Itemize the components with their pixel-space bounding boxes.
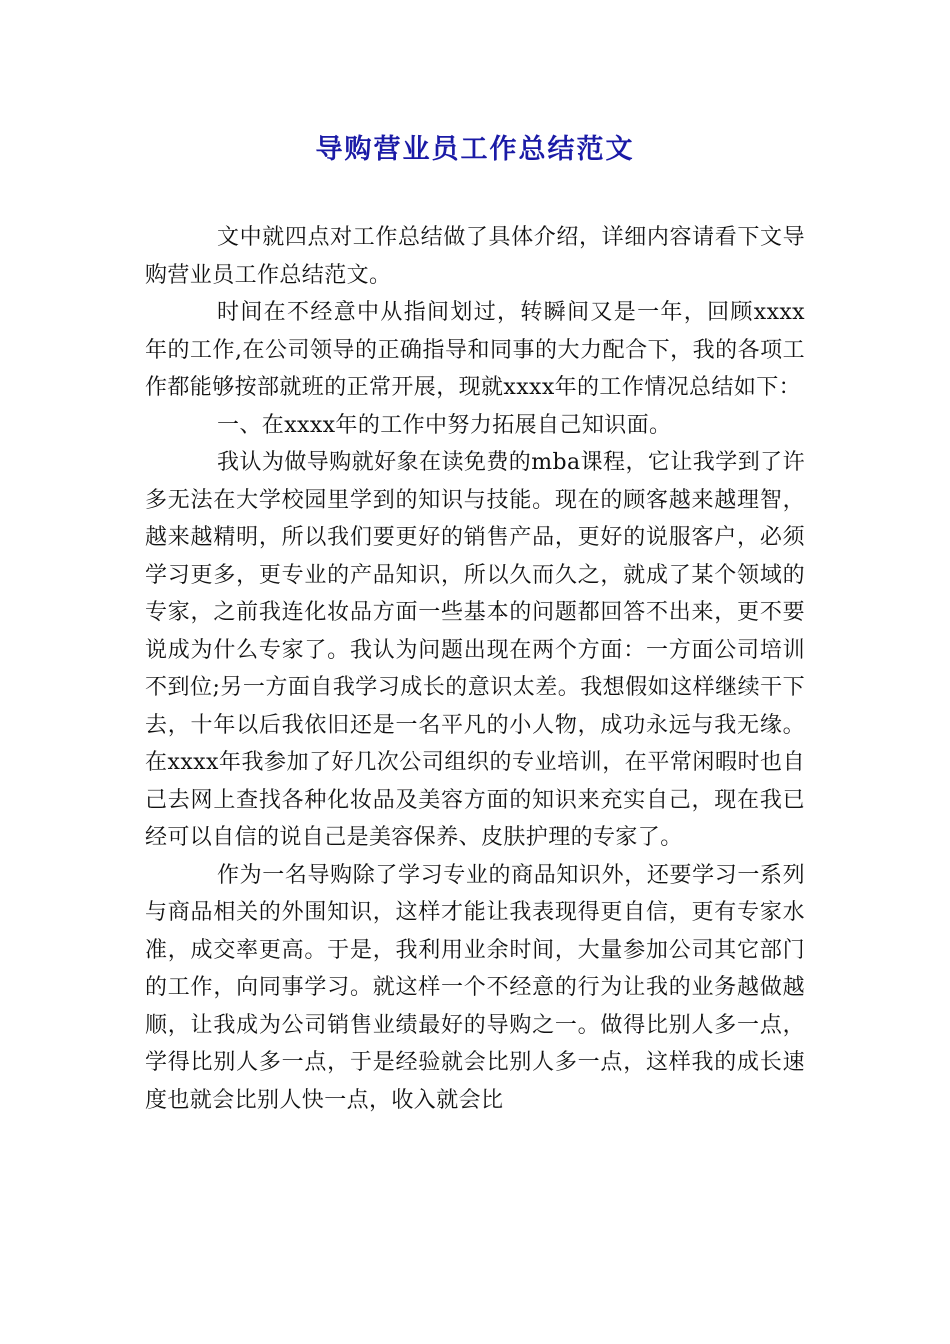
document-body [145, 219, 805, 1119]
paragraph-review: 时间在不经意中从指间划过，转瞬间又是一年，回顾xxxx年的工作,在公司领导的正确指导和同事的大力配合下，我的各项工作都能够按部就班的正常开展，现就xxxx年的工作情况总结如下： [145, 300, 805, 400]
paragraph-section-one-heading: 一、在xxxx年的工作中努力拓展自己知识面。 [217, 412, 672, 438]
paragraph-intro: 文中就四点对工作总结做了具体介绍，详细内容请看下文导购营业员工作总结范文。 [145, 225, 805, 288]
document-title: 导购营业员工作总结范文 [315, 134, 635, 165]
paragraph-mba-learning: 我认为做导购就好象在读免费的mba课程，它让我学到了许多无法在大学校园里学到的知识与技能。现在的顾客越来越理智，越来越精明，所以我们要更好的销售产品，更好的说服客户，必须学习更多，更专业的产品知识，所以久而久之，就成了某个领域的专家，之前我连化妆品方面一些基本的问题都回答不出来，更不要说成为什么专家了。我认为问题出现在两个方面：一方面公司培训不到位;另一方面自我学习成长的意识太差。我想假如这样继续干下去，十年以后我依旧还是一名平凡的小人物，成功永远与我无缘。在xxxx年我参加了好几次公司组织的专业培训，在平常闲暇时也自己去网上查找各种化妆品及美容方面的知识来充实自己，现在我已经可以自信的说自己是美容保养、皮肤护理的专家了。 [145, 450, 805, 850]
paragraph-peripheral-knowledge: 作为一名导购除了学习专业的商品知识外，还要学习一系列与商品相关的外围知识，这样才能让我表现得更自信，更有专家水准，成交率更高。于是，我利用业余时间，大量参加公司其它部门的工作，向同事学习。就这样一个不经意的行为让我的业务越做越顺，让我成为公司销售业绩最好的导购之一。做得比别人多一点，学得比别人多一点，于是经验就会比别人多一点，这样我的成长速度也就会比别人快一点，收入就会比 [145, 862, 805, 1113]
